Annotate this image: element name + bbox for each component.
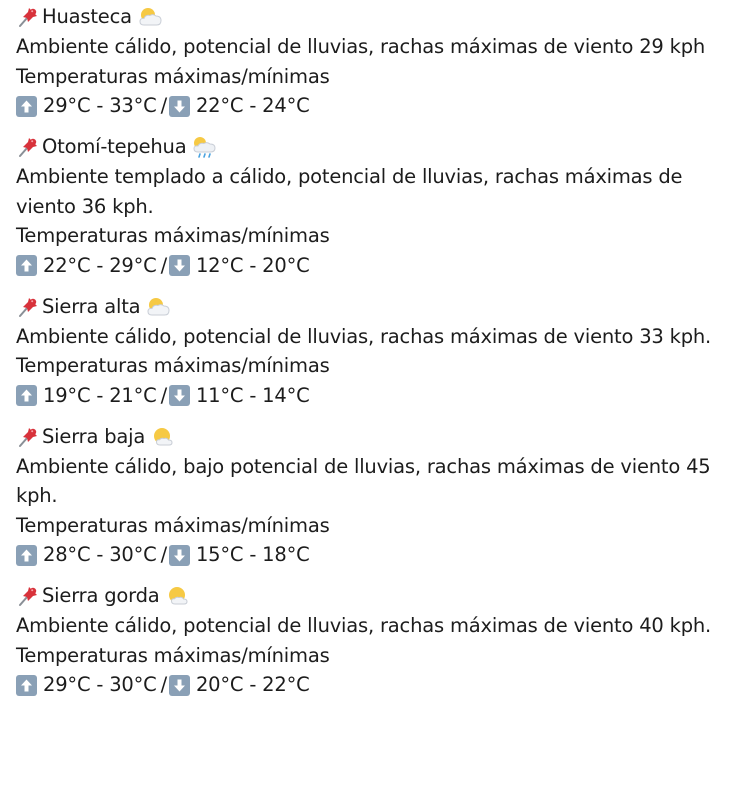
region-name: Huasteca [42,5,132,29]
min-temperature-range: 15°C - 18°C [195,543,310,567]
max-temperature-range: 29°C - 33°C [43,94,157,118]
separator-slash: / [160,253,167,277]
temperatures-label: Temperaturas máximas/mínimas [16,643,330,667]
region-description: Ambiente cálido, bajo potencial de lluvias, rachas máximas de viento 45 kph. [16,454,711,507]
up-arrow-icon [16,675,37,696]
pushpin-icon [16,295,40,319]
max-temperature-range: 29°C - 30°C [43,673,157,697]
max-temperature-range: 19°C - 21°C [43,383,157,407]
up-arrow-icon [16,545,37,566]
pushpin-icon [16,5,40,29]
up-arrow-icon [16,255,37,276]
temperatures-label: Temperaturas máximas/mínimas [16,64,330,88]
min-temperature-range: 11°C - 14°C [195,383,310,407]
down-arrow-icon [169,545,190,566]
sun-behind-small-cloud-icon [164,584,192,608]
temperatures-label: Temperaturas máximas/mínimas [16,354,330,377]
separator-slash: / [160,673,167,697]
region-description: Ambiente cálido, potencial de lluvias, rachas máximas de viento 29 kph [16,35,706,58]
pushpin-icon [16,135,40,159]
separator-slash: / [160,543,167,567]
region-name: Sierra gorda [42,584,160,608]
sun-behind-cloud-icon [136,5,164,29]
region-block-sierra-alta [16,292,734,411]
region-block-huasteca [16,2,734,121]
region-description: Ambiente cálido, potencial de lluvias, rachas máximas de viento 40 kph. [16,614,712,637]
region-name: Sierra alta [42,294,141,318]
region-block-sierra-gorda [16,581,734,700]
sun-behind-rain-cloud-icon [190,135,218,159]
max-temperature-range: 28°C - 30°C [43,543,157,567]
down-arrow-icon [169,385,190,406]
min-temperature-range: 22°C - 24°C [195,94,310,118]
separator-slash: / [160,383,167,407]
pushpin-icon [16,425,40,449]
down-arrow-icon [169,96,190,117]
region-description: Ambiente templado a cálido, potencial de lluvias, rachas máximas de viento 36 kph. [16,165,683,218]
temperatures-label: Temperaturas máximas/mínimas [16,224,330,247]
up-arrow-icon [16,96,37,117]
region-block-otomi-tepehua [16,132,734,281]
down-arrow-icon [169,675,190,696]
region-description: Ambiente cálido, potencial de lluvias, rachas máximas de viento 33 kph. [16,324,712,348]
region-name: Sierra baja [42,424,146,448]
up-arrow-icon [16,385,37,406]
sun-behind-cloud-icon [144,295,172,319]
separator-slash: / [160,94,167,118]
region-block-sierra-baja [16,422,734,571]
min-temperature-range: 20°C - 22°C [195,673,310,697]
min-temperature-range: 12°C - 20°C [195,253,310,277]
region-name: Otomí-tepehua [42,135,187,159]
down-arrow-icon [169,255,190,276]
max-temperature-range: 22°C - 29°C [43,253,157,277]
temperatures-label: Temperaturas máximas/mínimas [16,513,330,537]
pushpin-icon [16,584,40,608]
sun-behind-small-cloud-icon [149,425,177,449]
